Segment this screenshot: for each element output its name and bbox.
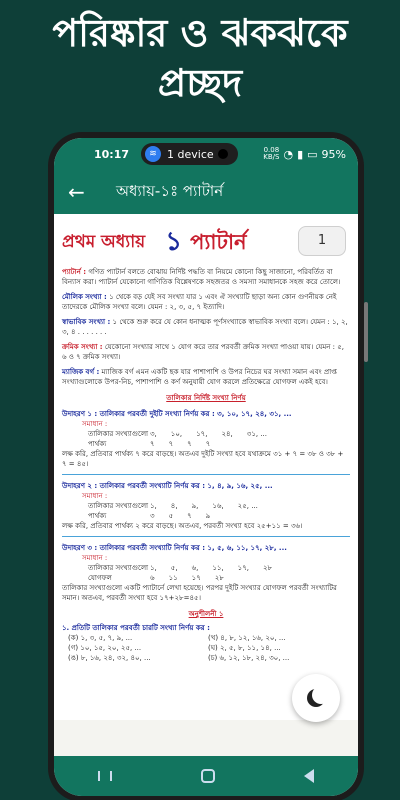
status-right bbox=[263, 147, 346, 161]
phone-screen bbox=[54, 138, 358, 796]
paragraph-pattern: প্যাটার্ন : গণিত প্যাটার্ন বলতে বোঝায় নির্দিষ্ট পদ্ধতি বা নিয়মে কোনো কিছু সাজানো, পরিবর্তিত বা বিন্যাস করা। প্যাটার্ন যেকোনো গাণিতিক বিশ্লেষণকে সহজতর ও সমস্যা সমাধানকে সহজ করে তোলে। bbox=[62, 268, 341, 286]
paragraph-prime: মৌলিক সংখ্যা : ১ থেকে বড় যেই সব সংখ্যা যার ১ এবং ঐ সংখ্যাটি ছাড়া অন্য কোন গুণনীয়ক নেই তাদেরকে মৌলিক সংখ্যা বলে। যেমন : ২, ৩, ৫, ৭ ইত্যাদি। bbox=[62, 293, 337, 311]
chapter-heading bbox=[62, 222, 350, 262]
recents-icon[interactable] bbox=[98, 771, 112, 781]
promo-header bbox=[0, 8, 400, 108]
signal-icon: ▮ bbox=[297, 147, 304, 161]
divider bbox=[62, 474, 350, 475]
battery-icon: ▭ bbox=[307, 147, 318, 161]
exercise-items: (ক) ১, ৩, ৫, ৭, ৯, ... (খ) ৪, ৮, ১২, ১৬, ২০, ... (গ) ১০, ১৫, ২০, ২৫, ... (ঘ) ২, ৫, ৮, ১১, ১৪, ... (ঙ) ৮, ১৬, ২৪, ৩২, ৪০, ... (চ) ৬, ১২, ১৮, ২৪, ৩০, ... bbox=[68, 634, 290, 662]
moon-icon bbox=[312, 686, 330, 704]
battery-level: 95% bbox=[321, 147, 346, 161]
dark-mode-toggle-button[interactable] bbox=[292, 674, 340, 722]
app-bar bbox=[54, 170, 358, 214]
back-triangle-icon[interactable] bbox=[304, 769, 314, 783]
wifi-icon: ◔ bbox=[283, 147, 294, 161]
chapter-number: ১ bbox=[165, 227, 183, 257]
camera-cutout bbox=[218, 149, 228, 159]
example-2: উদাহরণ ২ : তালিকার পরবর্তী সংখ্যাটি নির্ণয় কর : ১, ৪, ৯, ১৬, ২৫, ... সমাধান : তালিকার সংখ্যাগুলো ১, ৪, ৯, ১৬, ২৫, ... পার্থক্য ৩ ৫ ৭ ৯ লক্ষ করি, প্রতিবার পার্থক্য ২ করে বাড়ছে। অতএব, পরবর্তী সংখ্যা হবে ২৫+১১ = ৩৬। bbox=[62, 482, 303, 530]
example-3: উদাহরণ ৩ : তালিকার পরবর্তী সংখ্যাটি নির্ণয় কর : ১, ৫, ৬, ১১, ১৭, ২৮, ... সমাধান : তালিকার সংখ্যাগুলো ১, ৫, ৬, ১১, ১৭, ২৮ যোগফল ৬ ১১ ১৭ ২৮ তালিকার সংখ্যাগুলো একটি প্যাটার্নে লেখা হয়েছে। পরপর দুইটি সংখ্যার যোগফল পরবর্তী সংখ্যাটির সমান। অতএব, পরবর্তী সংখ্যা হবে ১৭+২৮=৪৫। bbox=[62, 544, 337, 602]
device-count: 1 device bbox=[167, 147, 214, 161]
section-title: তালিকার নির্দিষ্ট সংখ্যা নির্ণয় bbox=[166, 394, 246, 402]
example-1: উদাহরণ ১ : তালিকার পরবর্তী দুইটি সংখ্যা নির্ণয় কর : ৩, ১০, ১৭, ২৪, ৩১, ... সমাধান : তালিকার সংখ্যাগুলো ৩, ১০, ১৭, ২৪, ৩১, ... পার্থক্য ৭ ৭ ৭ ৭ লক্ষ করি, প্রতিবার পার্থক্য ৭ করে বাড়ছে। অতএব দুইটি সংখ্যা হবে যথাক্রমে ৩১ + ৭ = ৩৮ ও ৩৮ + ৭ = ৪৫। bbox=[62, 410, 344, 468]
arrow-left-icon[interactable]: ← bbox=[68, 180, 85, 204]
promo-title-line2: প্রচ্ছদ bbox=[157, 61, 243, 105]
exercise-question: ১. প্রতিটি তালিকার পরবর্তী চারটি সংখ্যা নির্ণয় কর : bbox=[62, 624, 210, 632]
network-speed: 0.08 KB/S bbox=[263, 146, 280, 161]
home-icon[interactable] bbox=[201, 769, 215, 783]
chapter-name: প্যাটার্ন bbox=[190, 230, 247, 254]
paragraph-magic-square: ম্যাজিক বর্গ : ম্যাজিক বর্গ এমন একটি ছক যার পাশাপাশি ও উপর নিচের ঘর সংখ্যা সমান এবং প্রাপ্ত সংখ্যাগুলোকে উপর-নিচ, পাশাপাশি ও কর্ণ অনুযায়ী যোগ করলে প্রতিক্ষেত্রে যোগফল একই হবে। bbox=[62, 368, 337, 386]
device-pill[interactable] bbox=[141, 143, 238, 165]
promo-title-line1: পরিষ্কার ও ঝকঝকে bbox=[52, 11, 348, 55]
app-title: অধ্যায়-১ঃ প্যাটার্ন bbox=[116, 181, 224, 200]
exercise-title: অনুশীলনী ১ bbox=[188, 610, 224, 618]
paragraph-natural: স্বাভাবিক সংখ্যা : ১ থেকে শুরু করে যে কোন ধনাত্মক পূর্ণসংখ্যাকে স্বাভাবিক সংখ্যা বলে। যেমন : ১, ২, ৩, ৪ . . . . . . . bbox=[62, 318, 348, 336]
book-page[interactable] bbox=[54, 214, 358, 720]
status-bar bbox=[54, 138, 358, 170]
divider bbox=[62, 536, 350, 537]
paragraph-serial: ক্রমিক সংখ্যা : যেকোনো সংখ্যার সাথে ১ যোগ করে তার পরবর্তী ক্রমিক সংখ্যা পাওয়া যায়। যেমন : ৫, ৬ ও ৭ ক্রমিক সংখ্যা। bbox=[62, 343, 345, 361]
phone-side-button bbox=[364, 302, 368, 362]
navigation-bar bbox=[54, 756, 358, 796]
phone-frame bbox=[48, 132, 364, 800]
chapter-label: প্রথম অধ্যায় bbox=[62, 232, 146, 252]
wifi-share-icon: ≋ bbox=[145, 146, 161, 162]
status-time: 10:17 bbox=[94, 147, 130, 161]
page-number-badge[interactable]: 1 bbox=[298, 226, 346, 256]
